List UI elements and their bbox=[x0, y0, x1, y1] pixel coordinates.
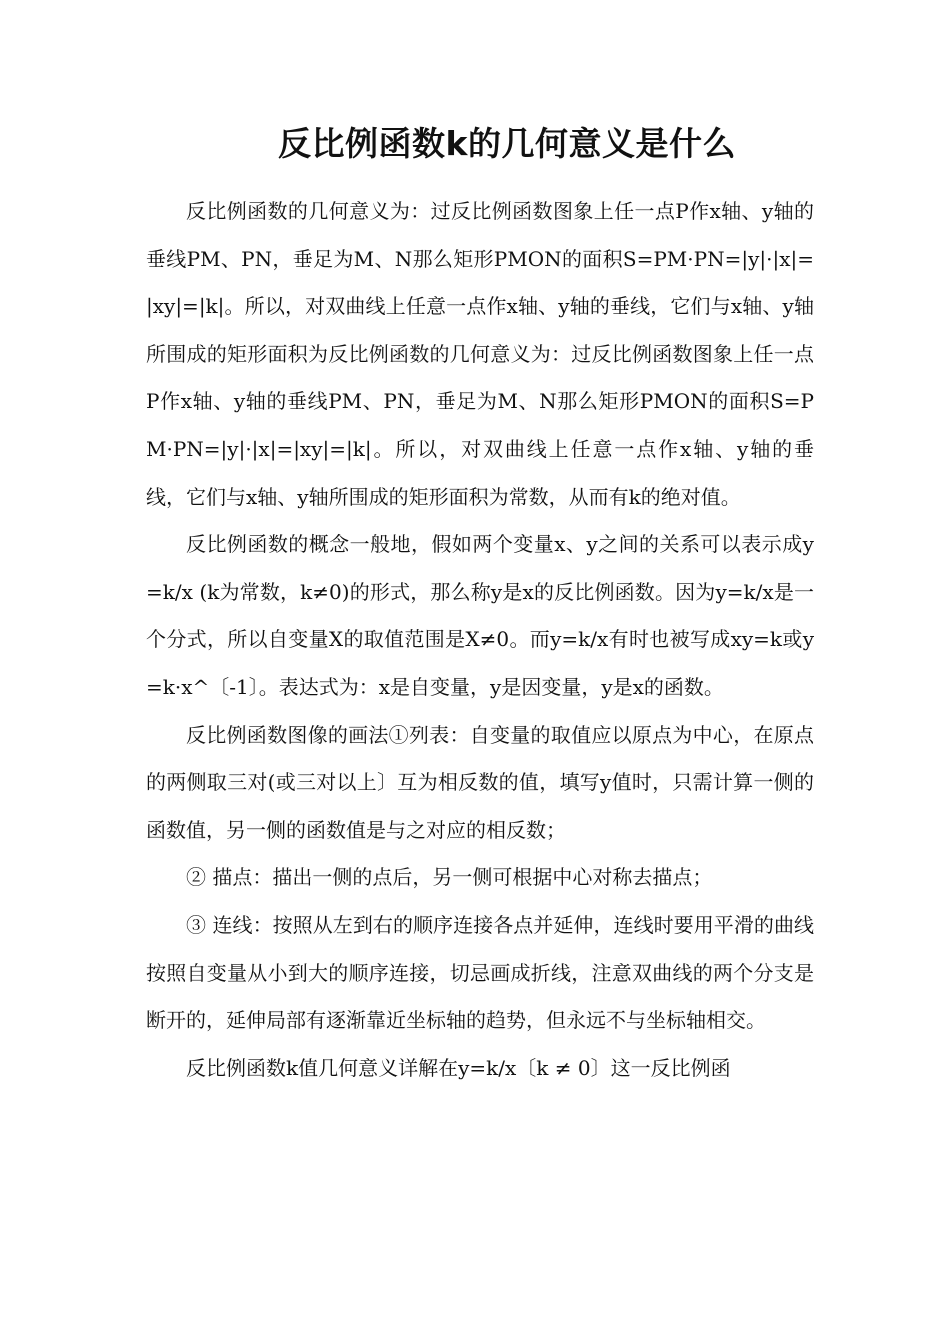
paragraph-concept: 反比例函数的概念一般地，假如两个变量x、y之间的关系可以表示成y=k/x (k为常数，k≠0)的形式，那么称y是x的反比例函数。因为y=k/x是一个分式，所以自变量X的取值范围是X≠0。而y=k/x有时也被写成xy=k或y=k·x^〔-1〕。表达式为：x是自变量，y是因变量，y是x的函数。 bbox=[146, 532, 814, 699]
paragraph-connect-points: ③ 连线：按照从左到右的顺序连接各点并延伸，连线时要用平滑的曲线按照自变量从小到大的顺序连接，切忌画成折线，注意双曲线的两个分支是断开的，延伸局部有逐渐靠近坐标轴的趋势，但永远不与坐标轴相交。 bbox=[146, 912, 814, 1033]
paragraph-drawing-method: 反比例函数图像的画法①列表：自变量的取值应以原点为中心，在原点的两侧取三对(或三对以上〕互为相反数的值，填写y值时，只需计算一侧的函数值，另一侧的函数值是与之对应的相反数； bbox=[146, 722, 814, 842]
paragraph-k-value-detail: 反比例函数k值几何意义详解在y=k/x〔k ≠ 0〕这一反比例函 bbox=[186, 1055, 731, 1080]
paragraph-geometric-meaning: 反比例函数的几何意义为：过反比例函数图象上任一点P作x轴、y轴的垂线PM、PN，垂足为M、N那么矩形PMON的面积S=PM·PN=|y|·|x|=|xy|=|k|。所以，对双曲线上任意一点作x轴、y轴的垂线，它们与x轴、y轴所围成的矩形面积为反比例函数的几何意义为：过反比例函数图象上任一点P作x轴、y轴的垂线PM、PN，垂足为M、N那么矩形PMON的面积S=PM·PN=|y|·|x|=|xy|=|k|。所以，对双曲线上任意一点作x轴、y轴的垂线，它们与x轴、y轴所围成的矩形面积为常数，从而有k的绝对值。 bbox=[146, 199, 814, 509]
document-title: 反比例函数k的几何意义是什么 bbox=[278, 124, 736, 163]
document-body bbox=[146, 188, 814, 1092]
paragraph-plot-points: ② 描点：描出一侧的点后，另一侧可根据中心对称去描点； bbox=[186, 865, 713, 890]
